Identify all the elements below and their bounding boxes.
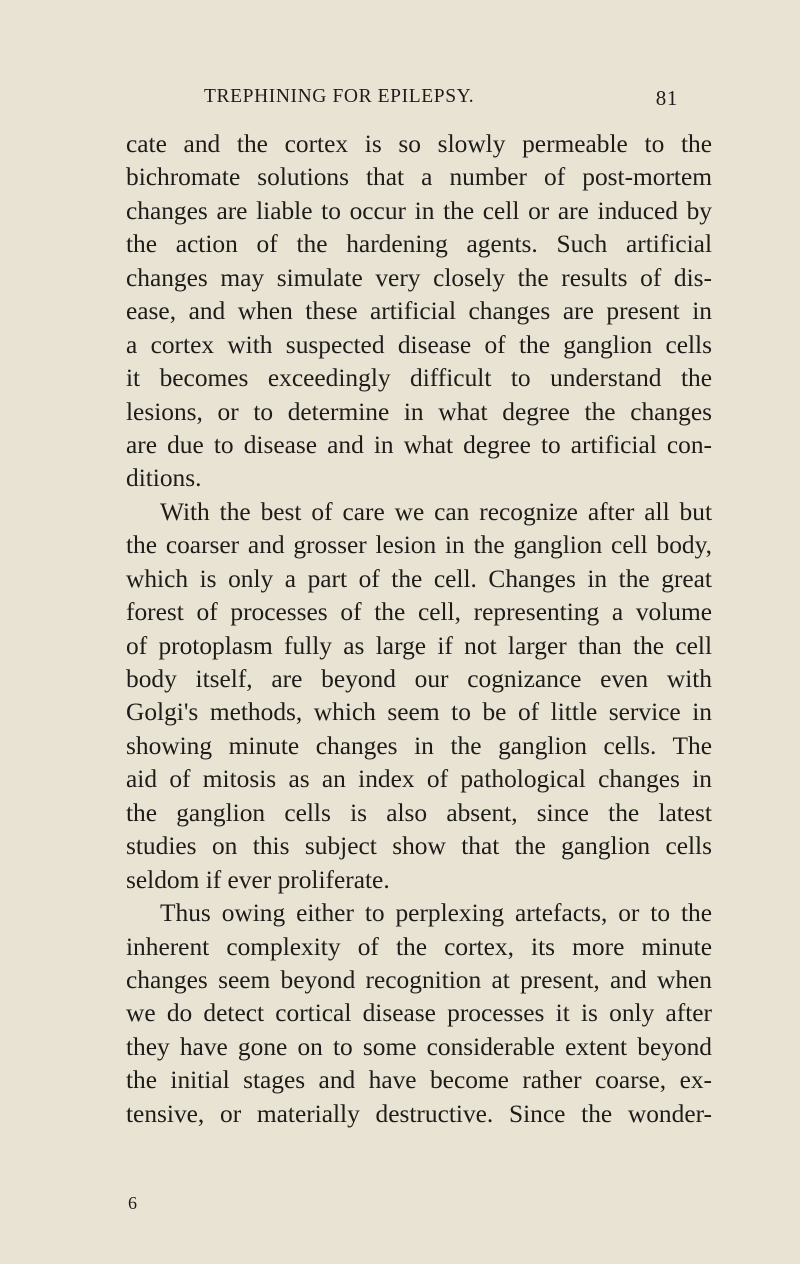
text-line: the ganglion cells is also absent, since the latest [126, 798, 712, 827]
text-line: a cortex with suspected disease of the ganglion cells [126, 330, 712, 359]
text-line: changes seem beyond recognition at present, and when [126, 965, 712, 994]
running-title: TREPHINING FOR EPILEPSY. [204, 86, 475, 107]
text-line: inherent complexity of the cortex, its more minute [126, 932, 712, 961]
text-line: the action of the hardening agents. Such artificial [126, 230, 712, 259]
text-line: the initial stages and have become rather coarse, ex- [126, 1066, 712, 1095]
paragraph-end-line: ditions. [126, 464, 202, 493]
text-line: showing minute changes in the ganglion cells. The [126, 731, 712, 760]
text-line: we do detect cortical disease processes it is only after [126, 999, 712, 1028]
text-line: changes are liable to occur in the cell or are induced by [126, 196, 712, 225]
paragraph-start-line: Thus owing either to perplexing artefacts, or to the [160, 899, 712, 928]
text-line: forest of processes of the cell, representing a volume [126, 598, 712, 627]
text-line: aid of mitosis as an index of pathological changes in [126, 765, 712, 794]
text-line: it becomes exceedingly difficult to understand the [126, 364, 712, 393]
paragraph-end-line: seldom if ever proliferate. [126, 865, 390, 894]
text-line: bichromate solutions that a number of post-mortem [126, 163, 712, 192]
body-text [126, 128, 712, 1131]
running-head [204, 86, 678, 112]
text-line: lesions, or to determine in what degree the changes [126, 397, 712, 426]
text-line: which is only a part of the cell. Changes in the great [126, 564, 712, 593]
text-line: body itself, are beyond our cognizance even with [126, 665, 712, 693]
page-number: 81 [655, 86, 678, 110]
paragraph-start-line: With the best of care we can recognize after all but [160, 497, 712, 526]
text-line: are due to disease and in what degree to artificial con- [126, 430, 712, 459]
text-line: Golgi's methods, which seem to be of little service in [126, 698, 712, 727]
text-line: they have gone on to some considerable extent beyond [126, 1032, 712, 1061]
signature-mark: 6 [128, 1193, 137, 1213]
text-line: tensive, or materially destructive. Since the wonder- [126, 1099, 712, 1128]
text-line: studies on this subject show that the ganglion cells [126, 832, 712, 861]
text-line: the coarser and grosser lesion in the ganglion cell body, [126, 531, 712, 560]
text-line: of protoplasm fully as large if not larger than the cell [126, 631, 712, 660]
text-line: ease, and when these artificial changes are present in [126, 297, 712, 326]
text-line: changes may simulate very closely the results of dis- [126, 263, 712, 292]
text-line: cate and the cortex is so slowly permeable to the [126, 130, 712, 158]
